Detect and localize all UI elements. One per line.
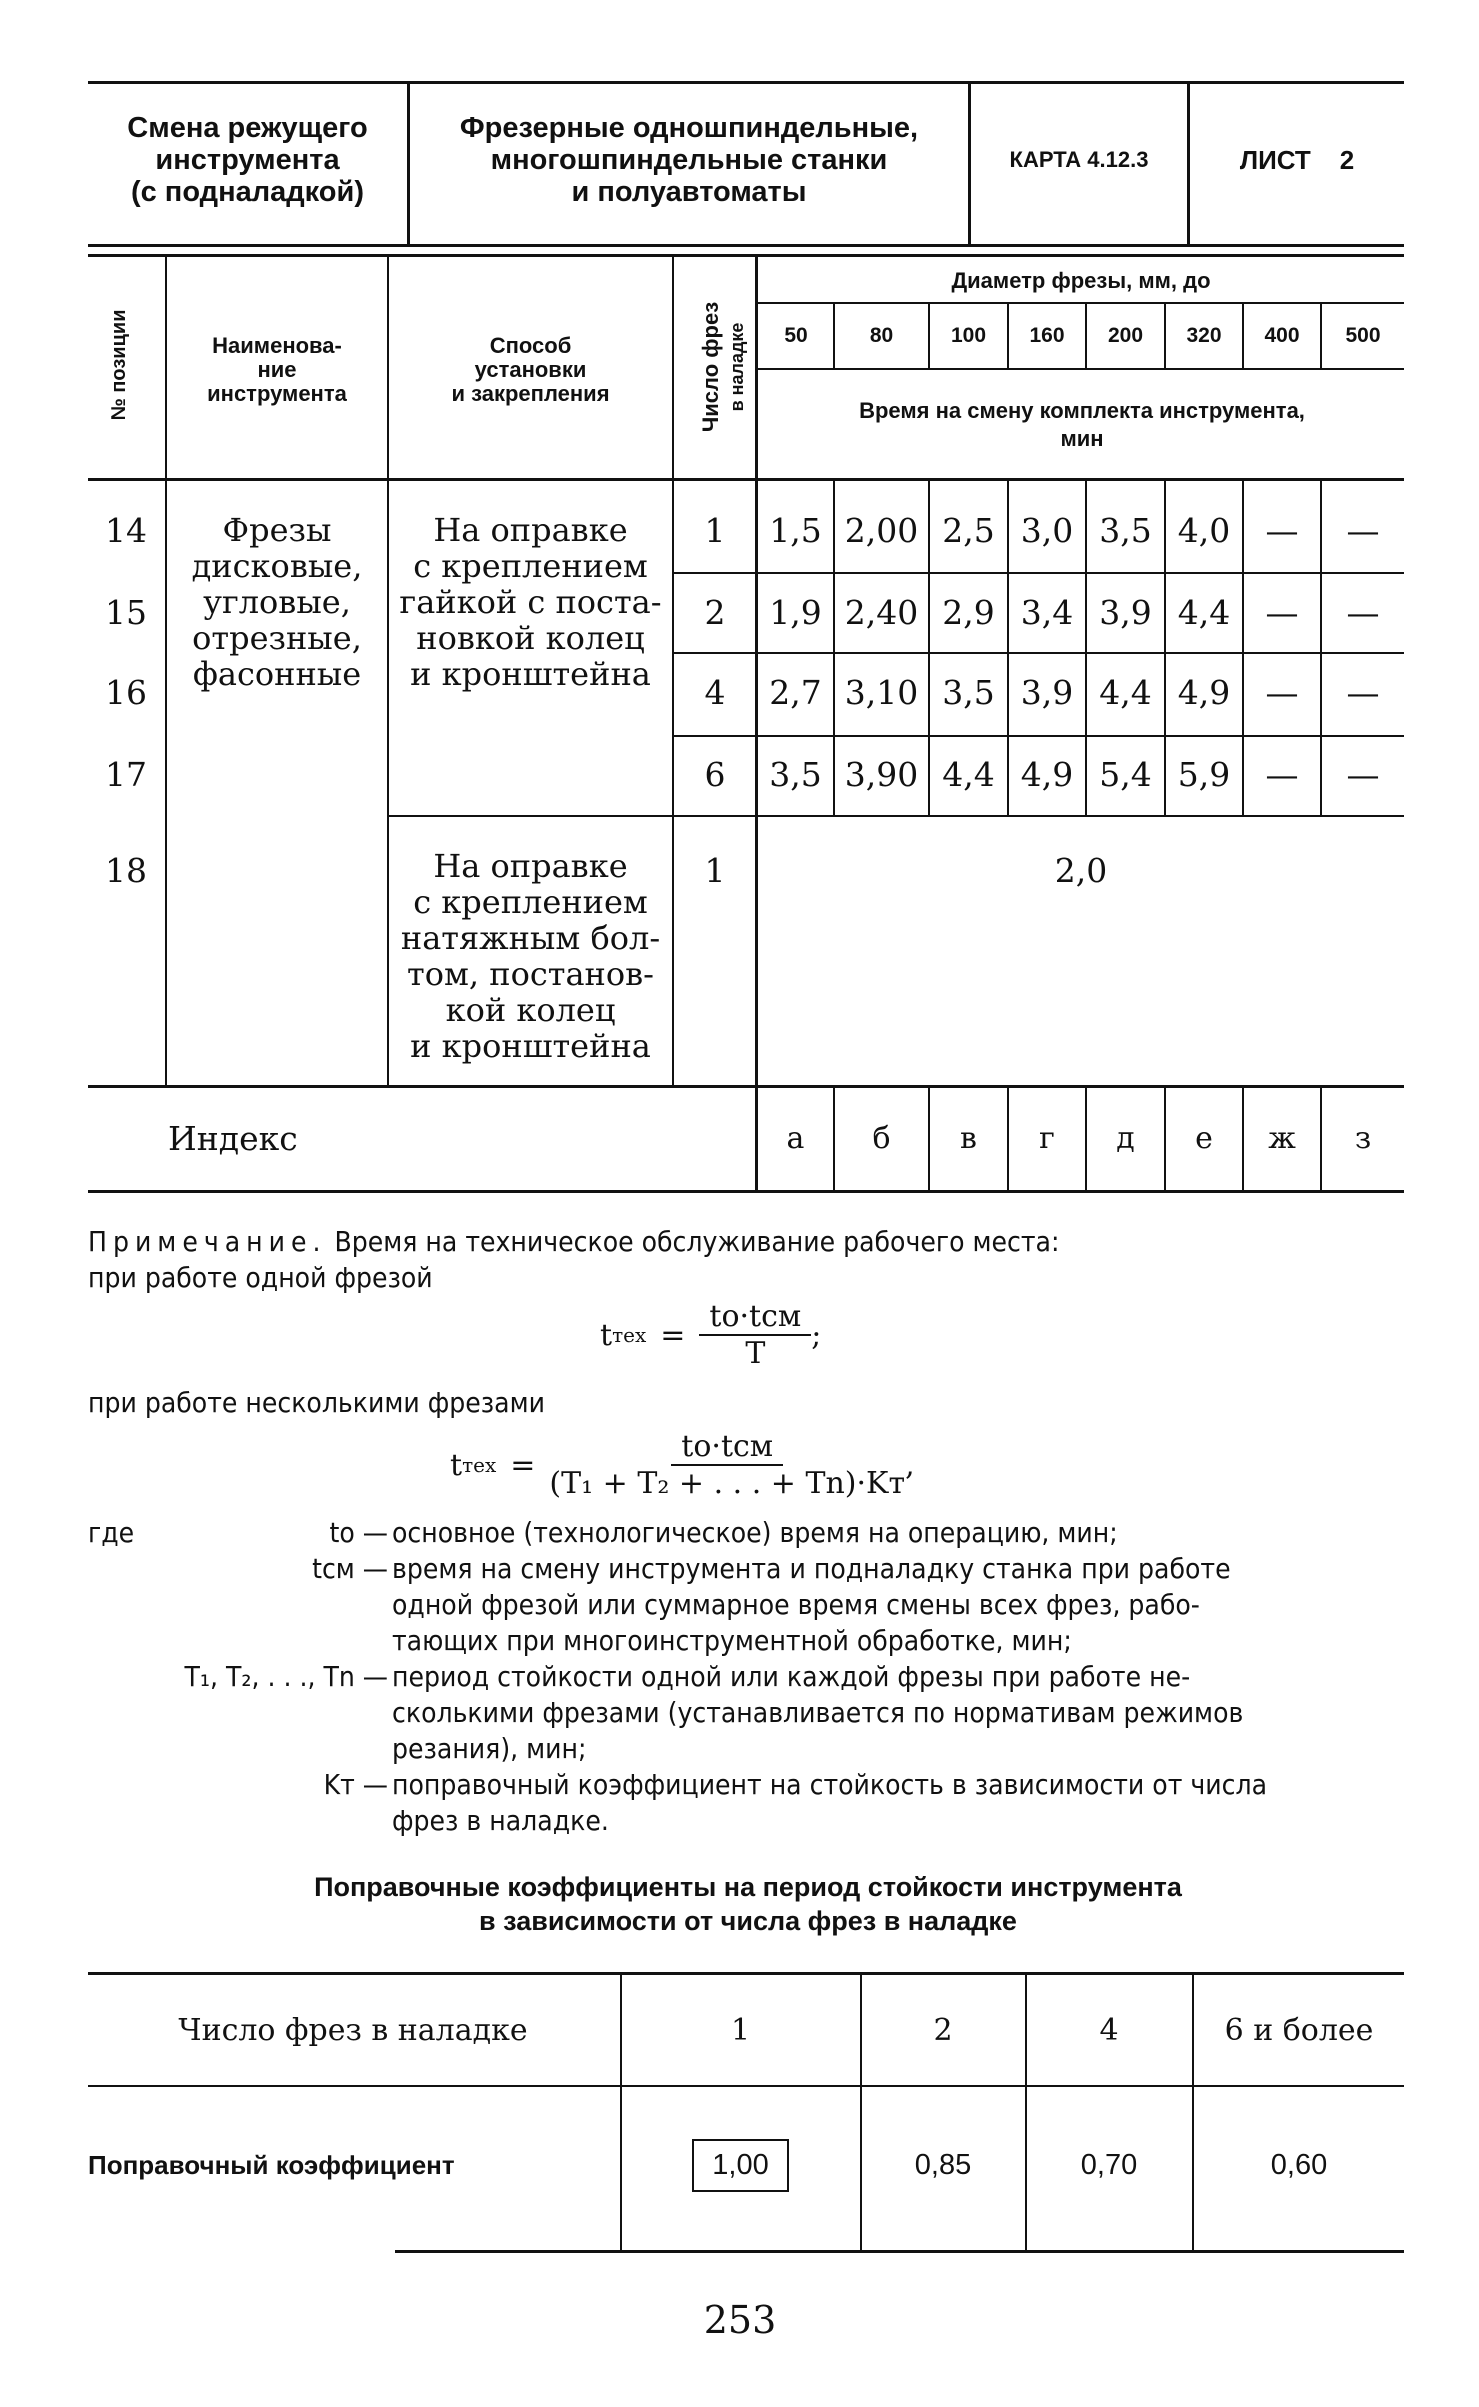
formula-end: , (905, 1447, 915, 1483)
col-line-d100 (928, 304, 930, 370)
time-cell: 5,4 (1099, 754, 1152, 794)
col-head-method-line: установки (474, 357, 587, 382)
col-head-name-line: Наименова- (212, 333, 342, 358)
position-number: 18 (105, 850, 147, 890)
col-head-method-line: и закрепления (451, 381, 610, 406)
time-cell: 1,5 (769, 510, 822, 550)
diameter-title: Диаметр фрезы, мм, до (951, 268, 1211, 293)
diameter-100: 100 (950, 324, 987, 347)
header-title-center (412, 110, 966, 210)
col-head-method-line: Способ (489, 333, 572, 358)
row-rule-16 (674, 735, 1404, 737)
position-number: 14 (105, 510, 147, 550)
time-cell: — (1265, 592, 1299, 632)
diameter-500: 500 (1345, 324, 1381, 347)
note-line-1 (88, 1224, 1408, 1260)
col-line-d500 (1320, 304, 1322, 370)
row-rule-15 (674, 652, 1404, 654)
header-divider-2 (968, 84, 971, 244)
formula-lhs: t (600, 1317, 613, 1353)
formula-denominator: T (745, 1336, 766, 1371)
time-cell: 4,9 (1177, 672, 1231, 712)
def-text-line: основное (технологическое) время на операцию, мин; (392, 1516, 1118, 1549)
method-nut-mount (390, 512, 671, 692)
time-cell: 4,9 (1020, 754, 1074, 794)
time-cell: 3,90 (844, 754, 919, 794)
count-cell: 4 (704, 672, 726, 712)
header-bottom-rule (88, 244, 1404, 247)
index-letter: д (1116, 1120, 1135, 1156)
table-head-rule (88, 478, 1404, 481)
method-line: и кронштейна (410, 1027, 651, 1065)
diameter-200: 200 (1107, 324, 1144, 347)
formula-eq: = (660, 1317, 686, 1353)
time-cell: 1,9 (769, 592, 822, 632)
def-symbol: Kт — (323, 1768, 388, 1801)
header-divider-3 (1187, 84, 1190, 244)
time-cell: 2,40 (844, 592, 919, 632)
index-letter: г (1039, 1120, 1055, 1156)
coef-title (88, 1870, 1408, 1938)
time-cell: 2,7 (769, 672, 822, 712)
method-line: с креплением (413, 547, 648, 585)
time-cell: — (1346, 754, 1380, 794)
method-line: и кронштейна (410, 655, 651, 693)
time-cell: — (1346, 592, 1380, 632)
col-head-count-1: Число фрез (698, 301, 723, 433)
col-head-name (168, 330, 386, 410)
def-symbol: tсм — (312, 1552, 388, 1585)
method-line: гайкой с поста- (399, 583, 662, 621)
time-cell: 3,5 (769, 754, 822, 794)
note-line1-text: Время на техническое обслуживание рабочего места: (326, 1225, 1060, 1258)
note-lead: Примечание. (88, 1225, 327, 1258)
table-top-rule (88, 254, 1404, 257)
formula-eq: = (510, 1447, 536, 1483)
diameter-320: 320 (1186, 324, 1222, 347)
formula-numerator: tо·tсм (671, 1429, 783, 1466)
header-title-center-line: Фрезерные одношпиндельные, (459, 112, 919, 144)
method-line: новкой колец (416, 619, 645, 657)
position-number: 16 (105, 672, 147, 712)
col-line-pos (165, 256, 167, 1086)
position-number: 17 (105, 754, 147, 794)
method-line: с креплением (413, 883, 648, 921)
time-cell: — (1265, 672, 1299, 712)
time-cell: 4,0 (1177, 510, 1231, 550)
def-text (392, 1767, 1412, 1839)
def-symbol: tо — (329, 1516, 388, 1549)
time-cell: — (1346, 510, 1380, 550)
formula-single (600, 1290, 821, 1380)
formula-lhs-sub: тех (612, 1323, 647, 1347)
coef-title-line: в зависимости от числа фрез в наладке (479, 1906, 1017, 1936)
col-line-d320 (1164, 304, 1166, 370)
header-sheet-label: ЛИСТ (1239, 144, 1311, 175)
coef-value-cell (622, 2130, 859, 2200)
time-cell: — (1265, 754, 1299, 794)
col-head-position: № позиции (108, 309, 130, 421)
coef-value-boxed: 1,00 (692, 2139, 788, 2192)
diameter-title-rule (756, 302, 1404, 304)
col-line-d400 (1242, 304, 1244, 370)
note-paragraph (88, 1224, 1408, 1296)
coef-title-line: Поправочные коэффициенты на период стойкости инструмента (314, 1872, 1182, 1902)
col-line-name (387, 256, 389, 1086)
time-cell: 3,9 (1099, 592, 1152, 632)
coef-count: 1 (730, 2012, 751, 2048)
def-text (392, 1515, 1412, 1551)
time-cell: 3,9 (1020, 672, 1074, 712)
def-text (392, 1659, 1412, 1767)
formula-numerator: tо·tсм (699, 1299, 811, 1336)
formula-end: ; (811, 1317, 822, 1353)
time-cell: 4,4 (1099, 672, 1152, 712)
count-cell: 2 (704, 592, 726, 632)
tool-name-line: угловые, (203, 583, 351, 621)
coef-row2-label: Поправочный коэффициент (88, 2149, 455, 2180)
formula-fraction (549, 1429, 905, 1501)
index-letter: з (1354, 1120, 1372, 1156)
coef-count: 2 (933, 2012, 953, 2048)
def-text-line: поправочный коэффициент на стойкость в зависимости от числа (392, 1768, 1268, 1801)
index-letter: а (786, 1120, 805, 1156)
formula-fraction (699, 1299, 811, 1371)
header-title-left (90, 110, 405, 210)
time-cell: 2,5 (942, 510, 995, 550)
note-where: где (88, 1516, 135, 1549)
time-cell: 5,9 (1177, 754, 1231, 794)
header-title-left-line: инструмента (155, 144, 340, 176)
tool-name (168, 512, 386, 692)
page-number: 253 (703, 2298, 777, 2342)
time-cell: 3,10 (844, 672, 919, 712)
col-head-name-line: инструмента (207, 381, 347, 406)
method-bolt-mount (390, 848, 671, 1064)
time-cell: 4,4 (942, 754, 995, 794)
diameter-50: 50 (784, 324, 808, 347)
method-line: кой колец (445, 991, 616, 1029)
def-text-line: резания), мин; (392, 1732, 587, 1765)
coef-mid-rule (88, 2085, 1404, 2087)
method-line: том, постанов- (407, 955, 654, 993)
header-sheet (1192, 140, 1402, 180)
coef-count: 6 и более (1224, 2012, 1374, 2048)
tool-name-line: дисковые, (191, 547, 363, 585)
coef-value: 0,85 (914, 2148, 972, 2181)
time-cell: 2,00 (844, 510, 919, 550)
index-letter: е (1195, 1120, 1213, 1156)
time-cell: 4,4 (1177, 592, 1231, 632)
col-head-count-2: в наладке (727, 322, 747, 412)
table-body-rule (88, 1085, 1404, 1088)
header-card-number: КАРТА 4.12.3 (1009, 147, 1149, 172)
header-sheet-number: 2 (1339, 144, 1355, 175)
coef-top-rule (88, 1972, 1404, 1975)
col-line-method (672, 256, 674, 1086)
formula-denominator: (T₁ + T₂ + . . . + Tn)·Kт (549, 1466, 906, 1501)
time-title-line: мин (1060, 426, 1104, 451)
time-cell: 3,5 (1099, 510, 1152, 550)
def-text-line: время на смену инструмента и подналадку станка при работе (392, 1552, 1231, 1585)
table-bottom-rule (88, 1190, 1404, 1193)
method-line: натяжным бол- (400, 919, 661, 957)
col-line-count (755, 256, 758, 1190)
tool-name-line: отрезные, (192, 619, 362, 657)
note-line-3: при работе несколькими фрезами (88, 1386, 545, 1419)
index-letter: в (960, 1120, 977, 1156)
method-line: На оправке (433, 511, 628, 549)
count-cell: 1 (704, 510, 726, 550)
header-title-left-line: Смена режущего (127, 112, 368, 144)
index-letter: ж (1268, 1120, 1296, 1156)
def-text-line: одной фрезой или суммарное время смены всех фрез, рабо- (392, 1588, 1200, 1621)
header-title-center-line: многошпиндельные станки (490, 144, 888, 176)
row-rule-17 (389, 815, 1404, 817)
coef-row1-label: Число фрез в наладке (178, 2012, 528, 2048)
time-cell: — (1265, 510, 1299, 550)
tool-name-line: Фрезы (222, 511, 332, 549)
def-text-line: тающих при многоинструментной обработке, мин; (392, 1624, 1072, 1657)
index-label: Индекс (168, 1118, 298, 1158)
count-cell: 6 (704, 754, 726, 794)
col-line-d80 (833, 304, 835, 370)
diameter-160: 160 (1029, 324, 1065, 347)
coef-bottom-rule (395, 2250, 1404, 2253)
coef-value: 0,60 (1270, 2148, 1328, 2181)
index-letter: б (872, 1120, 891, 1156)
def-symbol: T₁, T₂, . . ., Tn — (184, 1660, 388, 1693)
def-text-line: сколькими фрезами (устанавливается по нормативам режимов (392, 1696, 1244, 1729)
time-cell: 2,9 (942, 592, 995, 632)
coef-count: 4 (1099, 2012, 1119, 2048)
count-cell: 1 (704, 850, 726, 890)
note-line-2: при работе одной фрезой (88, 1261, 433, 1294)
col-line-d200 (1085, 304, 1087, 370)
formula-lhs: t (450, 1447, 463, 1483)
diameter-400: 400 (1264, 324, 1300, 347)
formula-lhs-sub: тех (462, 1453, 497, 1477)
time-title (760, 385, 1404, 465)
position-number: 15 (105, 592, 147, 632)
time-cell: 3,4 (1020, 592, 1074, 632)
diameter-values-rule (756, 368, 1404, 370)
time-cell: 3,0 (1020, 510, 1074, 550)
time-cell: 3,5 (942, 672, 995, 712)
col-line-d160 (1007, 304, 1009, 370)
col-head-method (390, 330, 671, 410)
time-cell: — (1346, 672, 1380, 712)
header-divider-1 (407, 84, 410, 244)
header-top-rule (88, 81, 1404, 84)
col-head-name-line: ние (257, 357, 297, 382)
def-text-line: фрез в наладке. (392, 1804, 609, 1837)
tool-name-line: фасонные (192, 655, 362, 693)
header-title-left-line: (с подналадкой) (130, 176, 365, 208)
diameter-80: 80 (869, 324, 894, 347)
row18-value: 2,0 (1054, 850, 1108, 890)
def-text-line: период стойкости одной или каждой фрезы при работе не- (392, 1660, 1191, 1693)
def-text (392, 1551, 1412, 1659)
time-title-line: Время на смену комплекта инструмента, (859, 398, 1305, 423)
row-rule-14 (674, 572, 1404, 574)
method-line: На оправке (433, 847, 628, 885)
formula-multi (450, 1420, 915, 1510)
header-title-center-line: и полуавтоматы (571, 176, 807, 208)
coef-value: 0,70 (1080, 2148, 1138, 2181)
